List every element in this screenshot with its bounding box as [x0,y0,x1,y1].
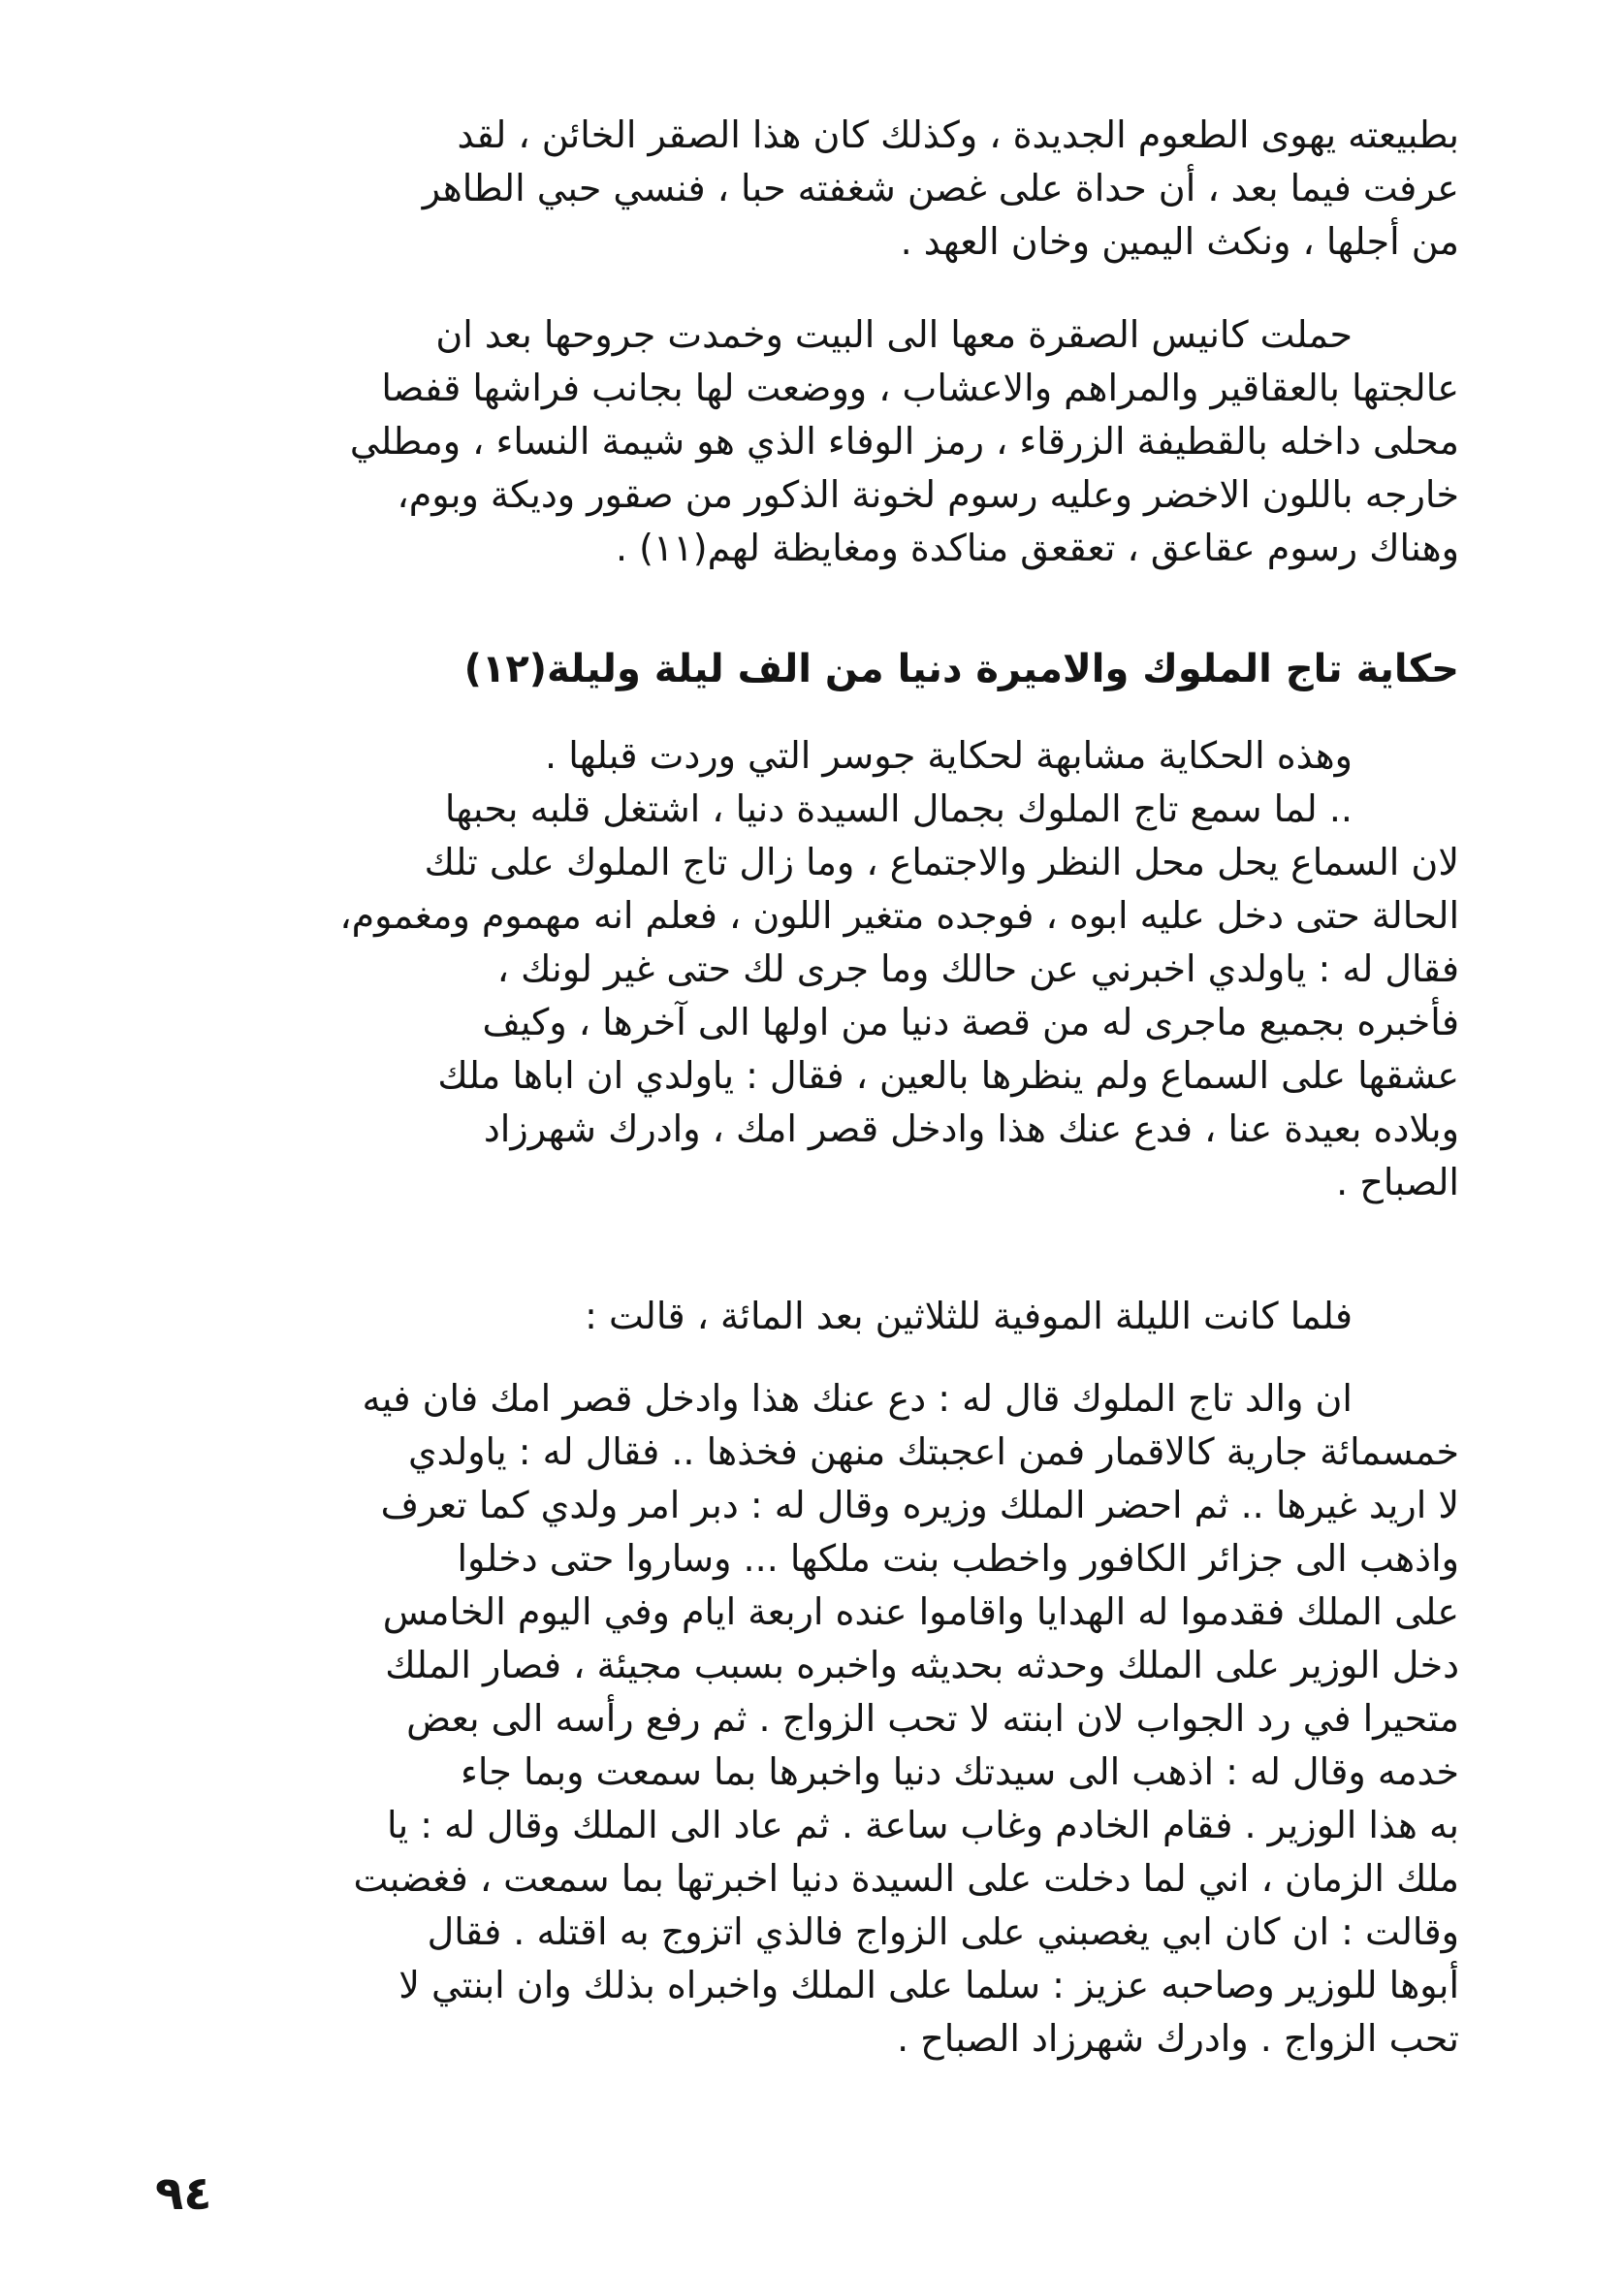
text-line: محلى داخله بالقطيفة الزرقاء ، رمز الوفاء الذي هو شيمة النساء ، ومطلي [349,420,1459,463]
section-heading: حكاية تاج الملوك والاميرة دنيا من الف ليلة وليلة(١٢) [463,647,1459,691]
text-line: وهذه الحكاية مشابهة لحكاية جوسر التي وردت قبلها . [545,734,1353,777]
text-line: تحب الزواج . وادرك شهرزاد الصباح . [897,2017,1459,2060]
text-line: وقالت : ان كان ابي يغصبني على الزواج فالذي اتزوج به اقتله . فقال [427,1910,1459,1953]
text-line: فأخبره بجميع ماجرى له من قصة دنيا من اولها الى آخرها ، وكيف [482,1001,1459,1043]
paragraph-cage [170,308,1459,575]
text-line: عرفت فيما بعد ، أن حداة على غصن شغفته حبا ، فنسي حبي الطاهر [422,167,1459,209]
text-line: متحيرا في رد الجواب لان ابنته لا تحب الزواج . ثم رفع رأسه الى بعض [406,1697,1459,1740]
paragraph-night-130 [170,1290,1459,1343]
text-line: واذهب الى جزائر الكافور واخطب بنت ملكها ... وساروا حتى دخلوا [457,1537,1459,1580]
text-line: من أجلها ، ونكث اليمين وخان العهد . [900,220,1459,263]
text-line: الصباح . [1336,1161,1459,1203]
text-line: الحالة حتى دخل عليه ابوه ، فوجده متغير اللون ، فعلم انه مهموم ومغموم، [339,894,1459,937]
text-line: ملك الزمان ، اني لما دخلت على السيدة دنيا اخبرتها بما سمعت ، فغضبت [353,1857,1459,1900]
text-line: بطبيعته يهوى الطعوم الجديدة ، وكذلك كان هذا الصقر الخائن ، لقد [457,113,1459,156]
text-line: وهناك رسوم عقاعق ، تعقعق مناكدة ومغايظة لهم(١١) . [615,527,1459,569]
text-line: خدمه وقال له : اذهب الى سيدتك دنيا واخبرها بما سمعت وبما جاء [460,1750,1459,1793]
text-line: فقال له : ياولدي اخبرني عن حالك وما جرى لك حتى غير لونك ، [496,947,1459,990]
text-line: دخل الوزير على الملك وحدثه بحديثه واخبره بسبب مجيئة ، فصار الملك [385,1644,1459,1686]
text-line: لان السماع يحل محل النظر والاجتماع ، وما زال تاج الملوك على تلك [424,841,1459,883]
text-line: لا اريد غيرها .. ثم احضر الملك وزيره وقال له : دبر امر ولدي كما تعرف [380,1484,1459,1526]
text-line: على الملك فقدموا له الهدايا واقاموا عنده اربعة ايام وفي اليوم الخامس [382,1590,1459,1633]
text-line: حملت كانيس الصقرة معها الى البيت وخمدت جروحها بعد ان [435,313,1353,356]
paragraph-taj-al-muluk [170,729,1459,1209]
text-line: فلما كانت الليلة الموفية للثلاثين بعد المائة ، قالت : [585,1295,1353,1337]
text-line: عالجتها بالعقاقير والمراهم والاعشاب ، ووضعت لها بجانب فراشها قفصا [381,367,1459,409]
text-line: ان والد تاج الملوك قال له : دع عنك هذا وادخل قصر امك فان فيه [362,1377,1353,1420]
text-line: وبلاده بعيدة عنا ، فدع عنك هذا وادخل قصر امك ، وادرك شهرزاد [483,1107,1459,1150]
text-line: عشقها على السماع ولم ينظرها بالعين ، فقال : ياولدي ان اباها ملك [437,1054,1459,1097]
text-line: خارجه باللون الاخضر وعليه رسوم لخونة الذكور من صقور وديكة وبوم، [397,473,1459,516]
text-line: .. لما سمع تاج الملوك بجمال السيدة دنيا ، اشتغل قلبه بحبها [444,787,1353,830]
text-line: أبوها للوزير وصاحبه عزيز : سلما على الملك واخبراه بذلك وان ابنتي لا [398,1964,1459,2006]
paragraph-falcon-story [170,109,1459,269]
text-line: خمسمائة جارية كالاقمار فمن اعجبتك منهن فخذها .. فقال له : ياولدي [407,1430,1459,1473]
page-number: ٩٤ [155,2166,212,2221]
text-line: به هذا الوزير . فقام الخادم وغاب ساعة . ثم عاد الى الملك وقال له : يا [387,1804,1459,1846]
paragraph-king-vizier [170,1372,1459,2066]
